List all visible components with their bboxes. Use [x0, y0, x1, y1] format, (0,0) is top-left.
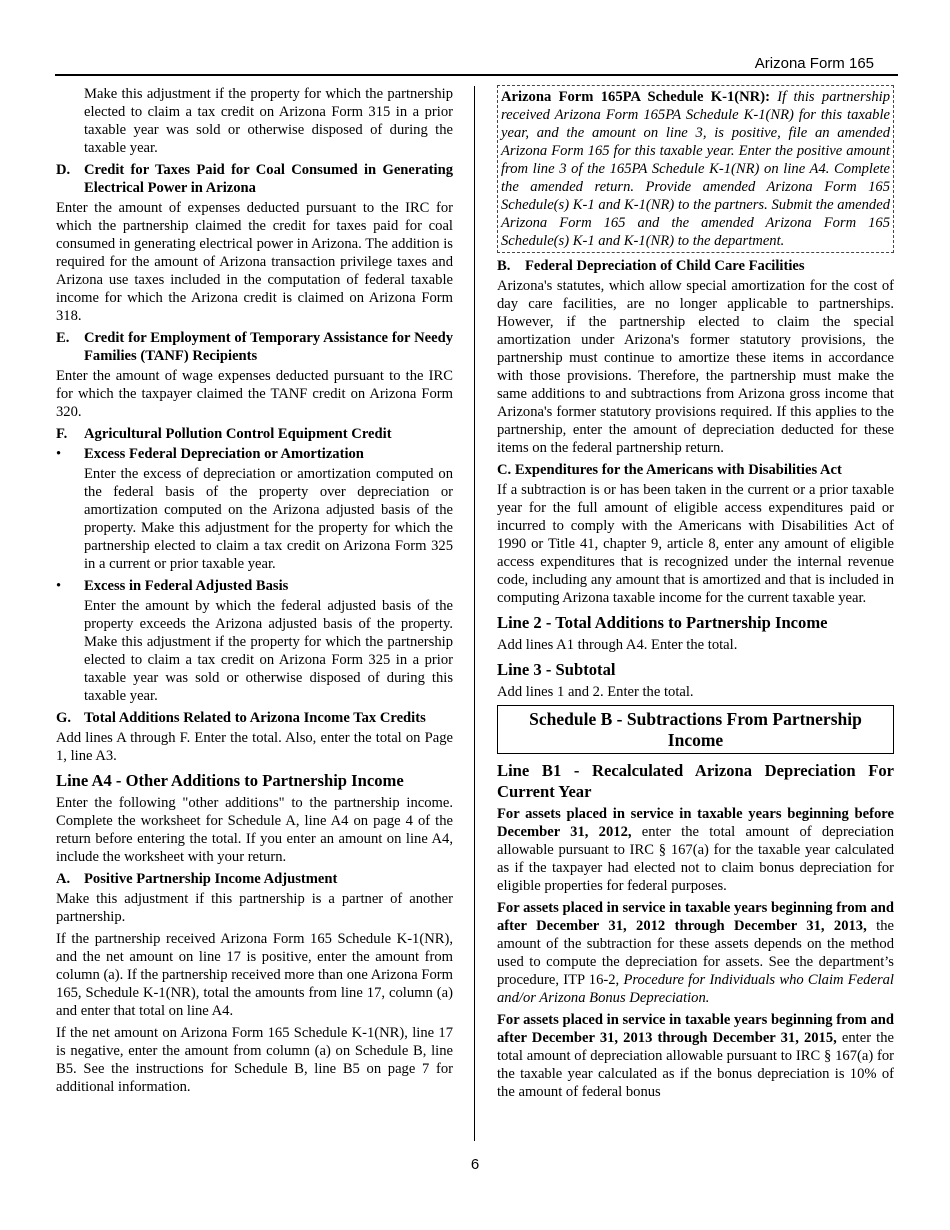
- b1-paragraph-1: [497, 805, 894, 895]
- line-3-text: Add lines 1 and 2. Enter the total.: [497, 684, 694, 700]
- column-divider: [474, 86, 475, 1141]
- f-bullet-2: [56, 577, 453, 595]
- f-bullet-2-heading: Excess in Federal Adjusted Basis: [84, 578, 289, 594]
- b1-paragraph-3-lead: For assets placed in service in taxable years beginning from and after December 31, 2013 through December 31, 2015,: [497, 1012, 894, 1046]
- section-d-heading: [56, 161, 453, 197]
- b1-paragraph-2-text: the amount of the subtraction for these assets depends on the method used to compute the depreciation for assets. See the department’s procedure, ITP 16-2,: [497, 918, 894, 988]
- schedule-b-title: Schedule B - Subtractions From Partnership Income: [497, 705, 894, 754]
- form-title: Arizona Form 165: [754, 55, 874, 72]
- section-a-title: Positive Partnership Income Adjustment: [84, 871, 338, 887]
- bullet-dot: •: [56, 446, 62, 462]
- left-column: [56, 85, 453, 1100]
- section-d-letter: D.: [56, 162, 71, 178]
- b1-paragraph-2-lead: For assets placed in service in taxable years beginning from and after December 31, 2012 through December 31, 2013,: [497, 900, 894, 934]
- section-e-title: Credit for Employment of Temporary Assistance for Needy Families (TANF) Recipients: [84, 330, 453, 364]
- b1-paragraph-1-text: enter the total amount of depreciation allowable pursuant to IRC § 167(a) for the taxable year calculated as if the taxpayer had elected not to claim bonus depreciation for eligible properties for federal purposes.: [497, 824, 894, 894]
- header-rule: [55, 74, 898, 76]
- section-a-text-3: If the net amount on Arizona Form 165 Schedule K-1(NR), line 17 is negative, enter the amount from column (a) on Schedule B, line B5. See the instructions for Schedule B, line B5 on page 7 for additional information.: [56, 1025, 453, 1095]
- line-2-heading: Line 2 - Total Additions to Partnership Income: [497, 613, 828, 632]
- c-continued-text: Make this adjustment if the property for which the partnership elected to claim a tax credit on Arizona Form 315 in a prior taxable year was sold or otherwise disposed of during the taxable year.: [84, 86, 453, 156]
- section-g-heading: [56, 709, 453, 727]
- section-d-title: Credit for Taxes Paid for Coal Consumed in Generating Electrical Power in Arizona: [84, 162, 453, 196]
- b1-paragraph-2: [497, 899, 894, 1007]
- section-g-letter: G.: [56, 710, 71, 726]
- line-a4-heading: Line A4 - Other Additions to Partnership Income: [56, 771, 404, 790]
- section-b-letter: B.: [497, 258, 511, 274]
- line-3-heading: Line 3 - Subtotal: [497, 660, 616, 679]
- b1-paragraph-3-text: enter the total amount of depreciation allowable pursuant to IRC § 167(a) for the taxable year calculated as if the bonus depreciation is 10% of the amount of federal bonus: [497, 1030, 894, 1100]
- section-g-text: Add lines A through F. Enter the total. Also, enter the total on Page 1, line A3.: [56, 730, 453, 764]
- bullet-dot: •: [56, 578, 62, 594]
- f-bullet-1-text: Enter the excess of depreciation or amortization computed on the federal basis of the property over depreciation or amortization computed on the Arizona adjusted basis of the property. Make this adjustment for the property for which the partnership elected to claim a tax credit on Arizona Form 325 in a current or prior taxable year.: [84, 466, 453, 572]
- line-a4-text: Enter the following "other additions" to the partnership income. Complete the worksheet for Schedule A, line A4 on page 4 of the return before entering the total. If you enter an amount on line A4, include the worksheet with your return.: [56, 795, 453, 865]
- section-a-text-2: If the partnership received Arizona Form 165 Schedule K-1(NR), and the net amount on line 17 is positive, enter the amount from column (a). If the partnership received more than one Arizona Form 165, Schedule K-1(NR), total the amounts from line 17, column (a) and enter that total on line A4.: [56, 931, 453, 1019]
- section-d-text: Enter the amount of expenses deducted pursuant to the IRC for which the partnership claimed the credit for taxes paid for coal consumed in generating electrical power in Arizona. The addition is required for the amount of Arizona transaction privilege taxes and Arizona use taxes included in the computation of federal taxable income for which the Arizona credit is claimed on Arizona Form 318.: [56, 200, 453, 324]
- line-b1-heading: Line B1 - Recalculated Arizona Depreciation For Current Year: [497, 761, 894, 801]
- line-2-text: Add lines A1 through A4. Enter the total.: [497, 637, 738, 653]
- b1-paragraph-1-lead: For assets placed in service in taxable years beginning before December 31, 2012,: [497, 806, 894, 840]
- section-b-heading: [497, 257, 894, 275]
- f-bullet-1: [56, 445, 453, 463]
- section-e-letter: E.: [56, 330, 70, 346]
- section-a-text-1: Make this adjustment if this partnership is a partner of another partnership.: [56, 891, 453, 925]
- section-a-heading: [56, 870, 453, 888]
- section-a-letter: A.: [56, 871, 71, 887]
- section-g-title: Total Additions Related to Arizona Income Tax Credits: [84, 710, 426, 726]
- b1-paragraph-3: [497, 1011, 894, 1101]
- b1-paragraph-2-procedure: Procedure for Individuals who Claim Federal and/or Arizona Bonus Depreciation.: [497, 972, 894, 1006]
- form-165pa-note-box: [497, 85, 894, 253]
- section-e-text: Enter the amount of wage expenses deducted pursuant to the IRC for which the taxpayer claimed the TANF credit on Arizona Form 320.: [56, 368, 453, 420]
- f-bullet-1-heading: Excess Federal Depreciation or Amortization: [84, 446, 364, 462]
- right-column: [497, 85, 894, 1105]
- section-e-heading: [56, 329, 453, 365]
- section-f-title: Agricultural Pollution Control Equipment Credit: [84, 426, 392, 442]
- note-box-text: If this partnership received Arizona Form 165PA Schedule K-1(NR) for this taxable year, and the amount on line 3, is positive, file an amended Arizona Form 165 for this taxable year. Enter the positive amount from line 3 of the 165PA Schedule K-1(NR) on line A4. Complete the amended return. Provide amended Arizona Form 165 Schedule(s) K-1 and K-1(NR) to the partners. Submit the amended Arizona Form 165 and the amended Arizona Form 165 Schedule(s) K-1 and K-1(NR) to the department.: [501, 89, 891, 249]
- section-b-text: Arizona's statutes, which allow special amortization for the cost of day care facilities, are no longer applicable to partnerships. However, if the partnership elected to claim the special amortization under Arizona's former statutory provisions, the partnership must continue to amortize these items in accordance with those provisions. Therefore, the partnership must make the same additions to and subtractions from Arizona gross income that Arizona's former statutory provisions required. If this applies to the partnership, enter the amount of depreciation deducted for these items on the federal partnership return.: [497, 278, 894, 456]
- section-b-title: Federal Depreciation of Child Care Facilities: [525, 258, 805, 274]
- section-c-heading: C. Expenditures for the Americans with Disabilities Act: [497, 462, 842, 478]
- section-c-text: If a subtraction is or has been taken in the current or a prior taxable year for the full amount of eligible access expenditures paid or incurred to comply with the Americans with Disabilities Act of 1990 or Title 41, chapter 9, article 8, enter any amount of eligible access expenditures that is recognized under the internal revenue code, including any amount that is amortized and that is included in computing Arizona taxable income for the current taxable year.: [497, 482, 894, 606]
- f-bullet-2-text: Enter the amount by which the federal adjusted basis of the property exceeds the Arizona adjusted basis of the property. Make this adjustment if the property for which the partnership elected to claim a tax credit on Arizona Form 325 in a prior taxable year was sold or otherwise disposed of during this taxable year.: [84, 598, 453, 704]
- page-number: 6: [470, 1156, 480, 1173]
- note-box-heading: Arizona Form 165PA Schedule K-1(NR):: [501, 89, 770, 105]
- section-f-letter: F.: [56, 426, 68, 442]
- section-f-heading: [56, 425, 453, 443]
